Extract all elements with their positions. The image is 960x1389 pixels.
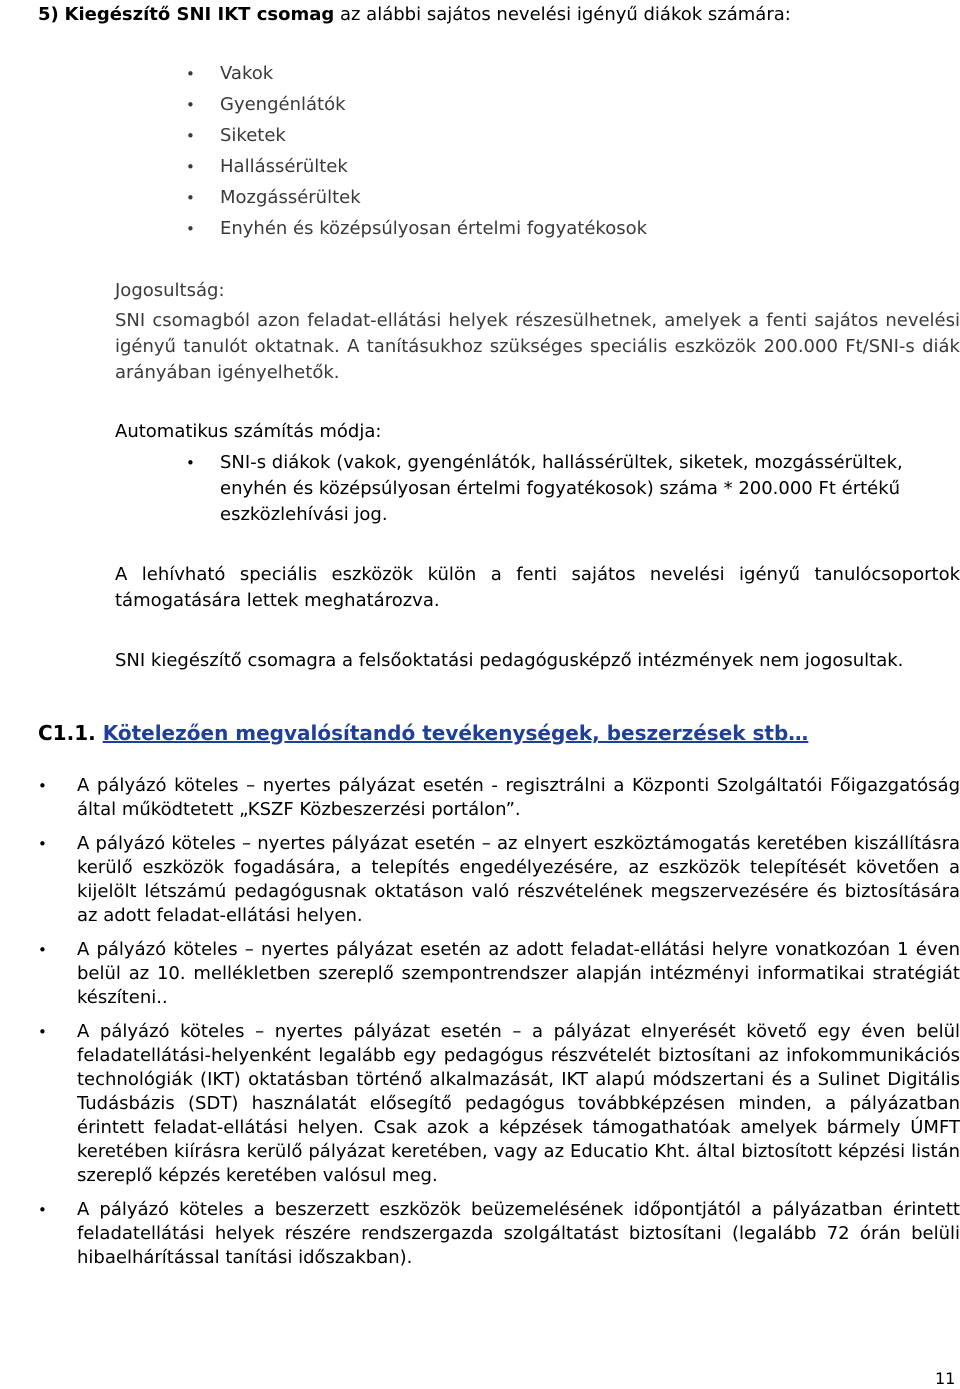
not-eligible-paragraph: SNI kiegészítő csomagra a felsőoktatási pedagógusképző intézmények nem jogosultak. — [115, 650, 904, 671]
subsection-number: C1.1. — [38, 721, 96, 745]
list-item: • A pályázó köteles – nyertes pályázat esetén – az elnyert eszköztámogatás keretében kiszállításra kerülő eszközök fogadására, a telepítés engedélyezésére, az eszközök telepítését követően a kijelölt létszámú pedagógusnak oktatáson való részvételének megszervezésére és biztosítására az adott feladat-ellátási helyen. — [38, 832, 960, 928]
list-item: • Enyhén és középsúlyosan értelmi fogyatékosok — [186, 217, 647, 248]
list-item: • Gyengénlátók — [186, 93, 647, 124]
tools-paragraph: A lehívható speciális eszközök külön a fenti sajátos nevelési igényű tanulócsoportok támogatására lettek meghatározva. — [115, 564, 960, 611]
subsection-title: Kötelezően megvalósítandó tevékenységek, beszerzések stb… — [102, 721, 809, 745]
list-item: • A pályázó köteles a beszerzett eszközök beüzemelésének időpontjától a pályázatban érintett feladatellátási helyek részére rendszergazda szolgáltatást biztosítani (legalább 72 órán belüli hibaelhárítással tanítási időszakban). — [38, 1198, 960, 1270]
page-number: 11 — [935, 1369, 956, 1388]
eligibility-text: SNI csomagból azon feladat-ellátási helyek részesülhetnek, amelyek a fenti sajátos nevelési igényű tanulót oktatnak. A tanításukhoz szükséges speciális eszközök 200.000 Ft/SNI-s diák arányában igényelhetők. — [115, 310, 960, 383]
obligations-list — [38, 774, 960, 1280]
list-item: • Siketek — [186, 124, 647, 155]
list-item: • A pályázó köteles – nyertes pályázat esetén - regisztrálni a Központi Szolgáltatói Főigazgatóság által működtetett „KSZF Közbeszerzési portálon”. — [38, 774, 960, 822]
calculation-label: Automatikus számítás módja: — [115, 421, 382, 442]
list-item: • A pályázó köteles – nyertes pályázat esetén – a pályázat elnyerését követő egy éven belül feladatellátási-helyenként legalább egy pedagógus részvételét biztosítani az infokommunikációs technológiák (IKT) oktatásban történő alkalmazását, IKT alapú módszertani és a Sulinet Digitális Tudásbázis (SDT) használatát elősegítő pedagógus továbbképzésen minden, a pályázatban érintett feladat-ellátási helyen. Csak azok a képzések támogathatóak amelyek bármely ÚMFT keretében kiírásra kerülő pályázat keretében, vagy az Educatio Kht. által biztosított képzési listán szereplő képzés keretében valósul meg. — [38, 1020, 960, 1188]
calculation-list — [186, 450, 906, 528]
section-number: 5) — [38, 4, 59, 25]
list-item: • Vakok — [186, 62, 647, 93]
section-title-rest: az alábbi sajátos nevelési igényű diákok számára: — [339, 4, 791, 25]
eligibility-label: Jogosultság: — [115, 280, 225, 301]
list-item: • SNI-s diákok (vakok, gyengénlátók, hallássérültek, siketek, mozgássérültek, enyhén és középsúlyosan értelmi fogyatékosok) száma * 200.000 Ft értékű eszközlehívási jog. — [186, 450, 906, 528]
section-title-bold: Kiegészítő SNI IKT csomag — [64, 4, 335, 25]
list-item: • Hallássérültek — [186, 155, 647, 186]
list-item: • A pályázó köteles – nyertes pályázat esetén az adott feladat-ellátási helyre vonatkozóan 1 éven belül az 10. mellékletben szereplő szempontrendszer alapján intézményi informatikai stratégiát készíteni.. — [38, 938, 960, 1010]
student-groups-list — [186, 62, 647, 248]
list-item: • Mozgássérültek — [186, 186, 647, 217]
subsection-heading — [38, 719, 808, 747]
section-title — [38, 2, 791, 28]
